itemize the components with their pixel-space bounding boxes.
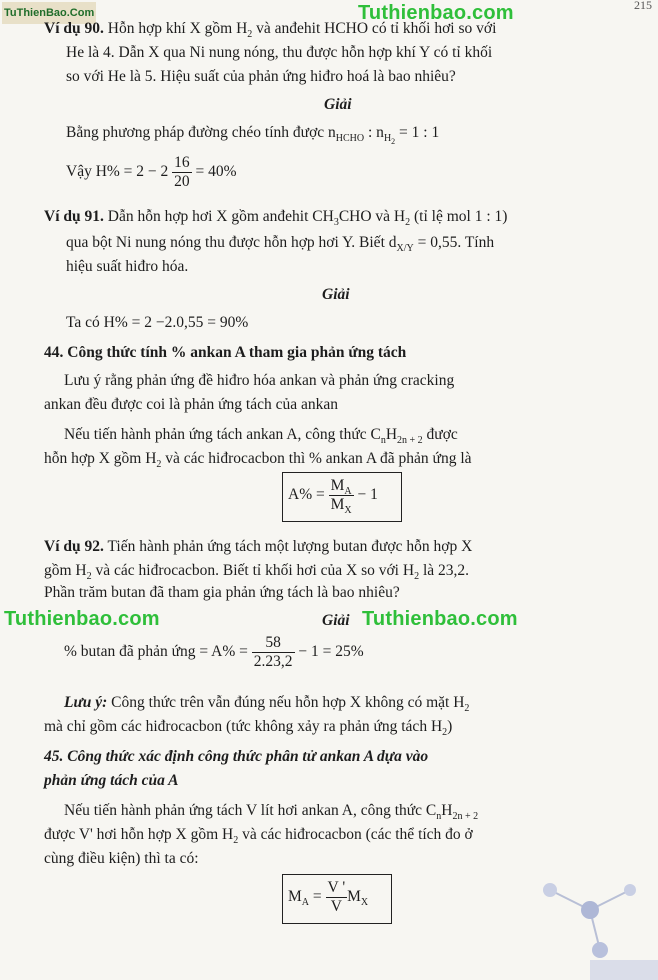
section-45-title-line2: phản ứng tách của A: [44, 772, 179, 789]
note-line1: Lưu ý: Công thức trên vẫn đúng nếu hỗn hợp X không có mặt $H_2$: [64, 694, 470, 715]
fraction-58: $\frac{58}{2.23,2}$: [253, 634, 293, 670]
ex90-giai: Giải: [324, 96, 352, 113]
sec45-p2: được V' hơi hỗn hợp X gồm $H_2$ và các hiđrocacbon (các thể tích đo ở: [44, 826, 473, 847]
ex90-line3: so với He là 5. Hiệu suất của phản ứng hiđro hoá là bao nhiêu?: [66, 68, 456, 85]
ex90-sol2: Vậy H% = 2 − 2 $\frac{16}{20}$ = 40%: [66, 154, 237, 190]
sec44-p1: Lưu ý rằng phản ứng đề hiđro hóa ankan và phản ứng cracking: [64, 372, 455, 389]
ex90-line1: Ví dụ 90. Hỗn hợp khí X gồm $H_2$ và anđehit HCHO có tỉ khối hơi so với: [44, 20, 497, 41]
sec45-p3: cùng điều kiện) thì ta có:: [44, 850, 199, 867]
sec44-p2: ankan đều được coi là phản ứng tách của ankan: [44, 396, 338, 413]
ex91-line3: hiệu suất hiđro hóa.: [66, 258, 189, 275]
fraction-ma-mx: $\frac{M_A}{M_X}$: [330, 477, 352, 517]
ex91-sol: Ta có H% = 2 −2.0,55 = 90%: [66, 314, 249, 331]
ex92-giai: Giải: [322, 612, 350, 629]
page-number: 215: [634, 0, 652, 12]
ex91-line2: qua bột Ni nung nóng thu được hỗn hợp hơi Y. Biết $d_{X/Y} = 0,55$. Tính: [66, 234, 495, 255]
ex92-line2: gồm $H_2$ và các hiđrocacbon. Biết tỉ khối hơi của X so với $H_2$ là 23,2.: [44, 562, 469, 583]
ex92-line1: Ví dụ 92. Tiến hành phản ứng tách một lượng butan được hỗn hợp X: [44, 538, 473, 555]
formula-45: $M_A$ = $\frac{V '}{V}$ $M_X$: [288, 879, 369, 915]
ex90-sol1: Bằng phương pháp đường chéo tính được $n_{HCHO}$ : $n_{H_2} = 1$ : 1: [66, 124, 440, 147]
sec44-p3: Nếu tiến hành phản ứng tách ankan A, công thức $C_nH_{2n + 2}$ được: [64, 426, 458, 447]
ex91-giai: Giải: [322, 286, 350, 303]
sec44-p4: hỗn hợp X gồm $H_2$ và các hiđrocacbon thì % ankan A đã phản ứng là: [44, 450, 472, 471]
section-45-title-line1: 45. Công thức xác định công thức phân tử ankan A dựa vào: [44, 748, 429, 765]
fraction-v-prime-v: $\frac{V '}{V}$: [327, 879, 346, 915]
note-line2: mà chỉ gồm các hiđrocacbon (tức không xảy ra phản ứng tách $H_2$): [44, 718, 453, 739]
sec45-p1: Nếu tiến hành phản ứng tách V lít hơi ankan A, công thức $C_nH_{2n + 2}$: [64, 802, 479, 823]
formula-44: A% = $\frac{M_A}{M_X}$ − 1: [288, 477, 378, 517]
fraction-16-20: $\frac{16}{20}$: [174, 154, 190, 190]
section-44-title: 44. Công thức tính % ankan A tham gia phản ứng tách: [44, 344, 407, 361]
watermark-small-logo: TuThienBao.Com: [2, 2, 96, 24]
molecule-decoration-icon: [520, 860, 658, 980]
watermark-top: Tuthienbao.com: [358, 2, 514, 24]
ex92-sol: % butan đã phản ứng = A% = $\frac{58}{2.23,2}$ − 1 = 25%: [64, 634, 364, 670]
watermark-left: Tuthienbao.com: [4, 608, 160, 630]
ex90-line2: He là 4. Dẫn X qua Ni nung nóng, thu được hỗn hợp khí Y có tỉ khối: [66, 44, 493, 61]
ex92-line3: Phần trăm butan đã tham gia phản ứng tách là bao nhiêu?: [44, 584, 400, 601]
watermark-right: Tuthienbao.com: [362, 608, 518, 630]
ex91-line1: Ví dụ 91. Dẫn hỗn hợp hơi X gồm anđehit $CH_3CHO$ và $H_2$ (tỉ lệ mol 1 : 1): [44, 208, 508, 229]
